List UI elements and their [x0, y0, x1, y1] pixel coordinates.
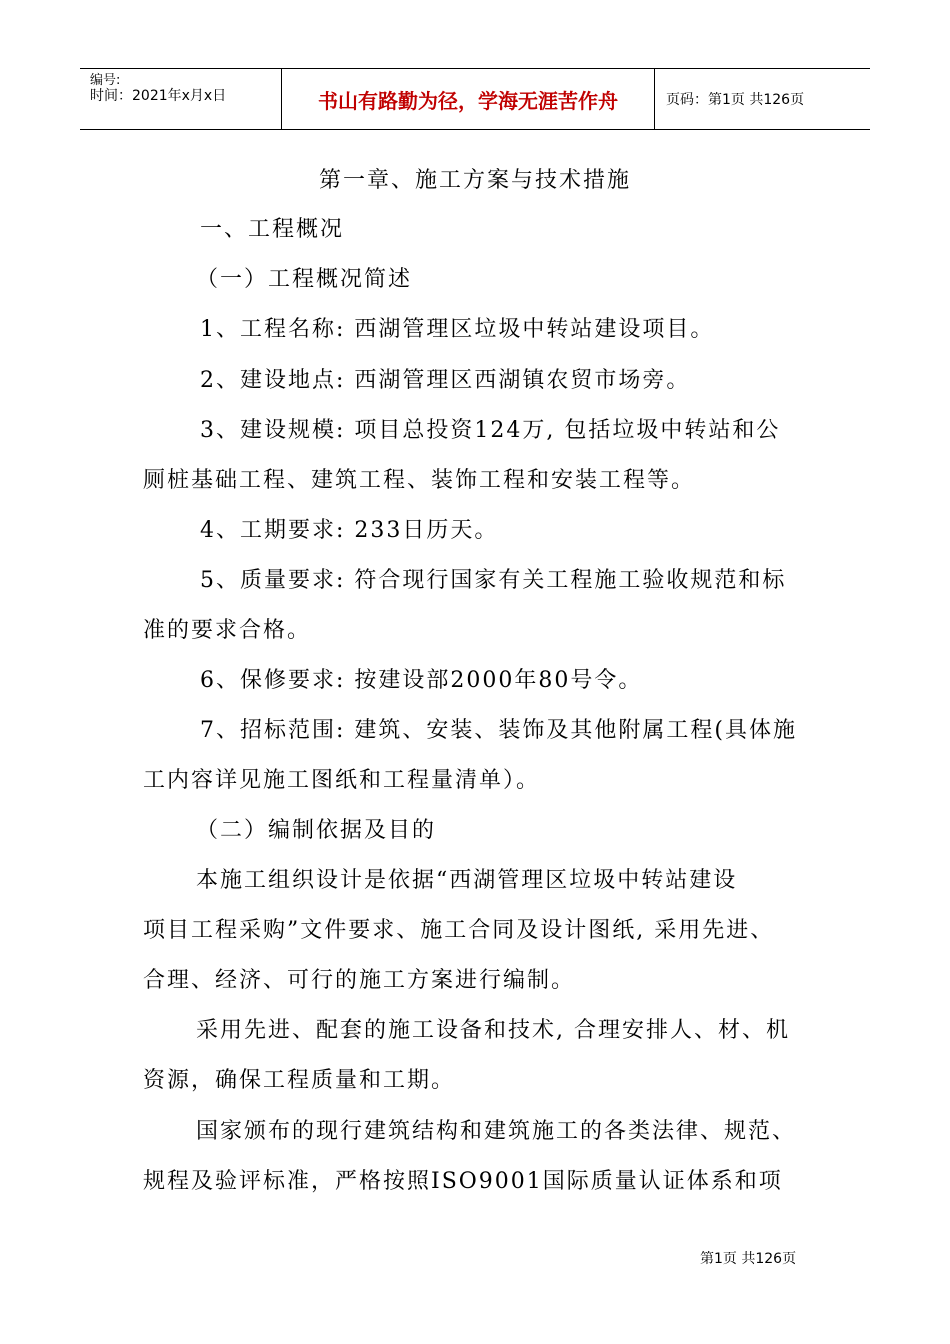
header-page-info: 页码：第1页 共126页: [666, 92, 805, 108]
paragraph-line: 本施工组织设计是依据“西湖管理区垃圾中转站建设: [196, 868, 738, 893]
subsection-heading: （一）工程概况简述: [196, 267, 413, 292]
paragraph-line: 规程及验评标准，严格按照ISO9001国际质量认证体系和项: [143, 1169, 783, 1194]
paragraph-line: 合理、经济、可行的施工方案进行编制。: [143, 968, 576, 993]
time-label: 时间：2021年x月x日: [90, 88, 227, 104]
paragraph-line: 采用先进、配套的施工设备和技术, 合理安排人、材、机: [196, 1018, 790, 1043]
paragraph-line: 厕桩基础工程、建筑工程、装饰工程和安装工程等。: [143, 468, 696, 493]
document-header: [80, 68, 870, 130]
paragraph-line: 3、建设规模: 项目总投资124万, 包括垃圾中转站和公: [200, 418, 781, 443]
paragraph-line: 准的要求合格。: [143, 618, 312, 643]
paragraph-line: 5、质量要求: 符合现行国家有关工程施工验收规范和标: [200, 568, 787, 593]
paragraph-line: 4、工期要求: 233日历天。: [200, 518, 499, 543]
paragraph-line: 项目工程采购”文件要求、施工合同及设计图纸, 采用先进、: [143, 918, 775, 943]
paragraph-line: 资源，确保工程质量和工期。: [143, 1068, 456, 1093]
paragraph-line: 工内容详见施工图纸和工程量清单）。: [143, 768, 541, 793]
header-meta: [80, 69, 281, 129]
paragraph-line: 2、建设地点: 西湖管理区西湖镇农贸市场旁。: [200, 368, 691, 393]
paragraph-line: 6、保修要求: 按建设部2000年80号令。: [200, 668, 643, 693]
paragraph-line: 7、招标范围: 建筑、安装、装饰及其他附属工程(具体施: [200, 718, 797, 743]
subsection-heading: （二）编制依据及目的: [196, 818, 437, 843]
section-heading: 一、工程概况: [200, 217, 345, 242]
paragraph-line: 1、工程名称: 西湖管理区垃圾中转站建设项目。: [200, 317, 715, 342]
page-footer: 第1页 共126页: [700, 1251, 797, 1267]
chapter-title: 第一章、施工方案与技术措施: [318, 168, 631, 193]
header-motto: 书山有路勤为径，学海无涯苦作舟: [281, 69, 655, 129]
number-label: 编号:: [90, 73, 121, 88]
paragraph-line: 国家颁布的现行建筑结构和建筑施工的各类法律、规范、: [196, 1119, 797, 1144]
